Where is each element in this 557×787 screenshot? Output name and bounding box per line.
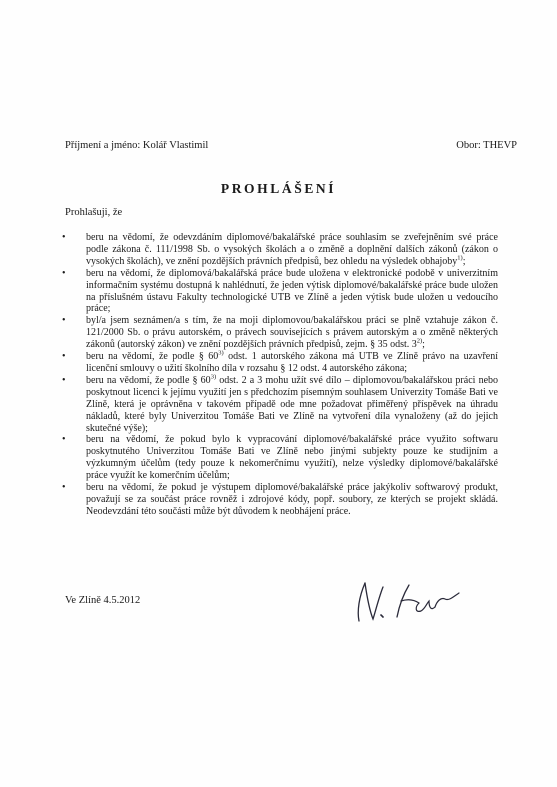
list-item	[62, 315, 498, 351]
bullet: •	[62, 374, 66, 386]
item-text-tail: ;	[422, 339, 425, 351]
footnote-ref: 3)	[210, 373, 217, 381]
list-item	[62, 482, 498, 518]
item-text: beru na vědomí, že podle § 60	[86, 351, 219, 363]
list-item	[62, 232, 498, 268]
bullet: •	[62, 315, 66, 327]
declaration-list	[62, 232, 498, 518]
list-item	[62, 268, 498, 316]
bullet: •	[62, 267, 66, 279]
footnote-ref: 1)	[457, 254, 463, 262]
bullet: •	[62, 232, 66, 243]
bullet: •	[62, 482, 66, 494]
item-text: beru na vědomí, že pokud bylo k vypracování diplomové/bakalářské práce využito softwaru poskytnutého Univerzitou Tomáše Bati ve Zlíně nebo jinými subjekty pouze ke studijním a výzkumným účelům (tedy pouze k nekomerčnímu využití), nelze výsledky diplomové/bakalářské práce využít ke komerčním účelům;	[86, 434, 498, 482]
item-text: byl/a jsem seznámen/a s tím, že na moji diplomovou/bakalářskou práci se plně vztahuje zákon č. 121/2000 Sb. o právu autorském, o právech souvisejících s právem autorským a o změně některých zákonů (autorský zákon) ve znění pozdějších právních předpisů, zejm. § 35 odst. 3	[86, 315, 498, 351]
item-text-tail: odst. 1 autorského zákona má UTB ve Zlíně právo na uzavření licenční smlouvy o užití školního díla v rozsahu § 12 odst. 4 autorského zákona;	[86, 351, 498, 374]
field-of-study: Obor: THEVP	[456, 140, 517, 151]
item-text: beru na vědomí, že podle § 60	[86, 374, 211, 386]
item-text-tail: odst. 2 a 3 mohu užít své dílo – diplomovou/bakalářskou práci nebo poskytnout licenci k jejímu využití jen s předchozím písemným souhlasem Univerzity Tomáše Bati ve Zlíně, která je oprávněna v takovém případě ode mne požadovat přiměřený příspěvek na úhradu nákladů, které byly Univerzitou Tomáše Bati ve Zlíně na vytvoření díla vynaloženy (až do jejich skutečné výše);	[86, 374, 499, 434]
list-item	[62, 375, 498, 435]
place-and-date: Ve Zlíně 4.5.2012	[65, 595, 141, 606]
list-item	[62, 434, 498, 482]
footnote-ref: 2)	[416, 337, 423, 345]
item-text: beru na vědomí, že diplomová/bakalářská práce bude uložena v elektronické podobě v univerzitním informačním systému dostupná k nahlédnutí, že jeden výtisk diplomové/bakalářské práce bude uložen na příslušném ústavu Fakulty technologické UTB ve Zlíně a jeden výtisk bude uložen u vedoucího práce;	[86, 267, 498, 315]
footnote-ref: 3)	[218, 349, 224, 357]
item-text: beru na vědomí, že pokud je výstupem diplomové/bakalářské práce jakýkoliv softwarový produkt, považují se za součást práce rovněž i zdrojové kódy, popř. soubory, ze kterých se projekt skládá. Neodevzdání této součásti může být důvodem k neobhájení práce.	[86, 482, 498, 517]
bullet: •	[62, 434, 66, 446]
item-text: beru na vědomí, že odevzdáním diplomové/bakalářské práce souhlasím se zveřejněním své práce podle zákona č. 111/1998 Sb. o vysokých školách a o změně a doplnění dalších zákonů (zákon o vysokých školách), ve znění pozdějších právních předpisů, bez ohledu na výsledek obhajoby	[86, 232, 498, 267]
document-title: PROHLÁŠENÍ	[220, 181, 337, 196]
list-item	[62, 351, 498, 375]
name-line: Příjmení a jméno: Kolář Vlastimil	[65, 140, 209, 151]
item-text-tail: ;	[462, 255, 466, 267]
intro-text: Prohlašuji, že	[65, 207, 123, 218]
bullet: •	[62, 351, 66, 363]
handwritten-signature	[345, 573, 475, 631]
